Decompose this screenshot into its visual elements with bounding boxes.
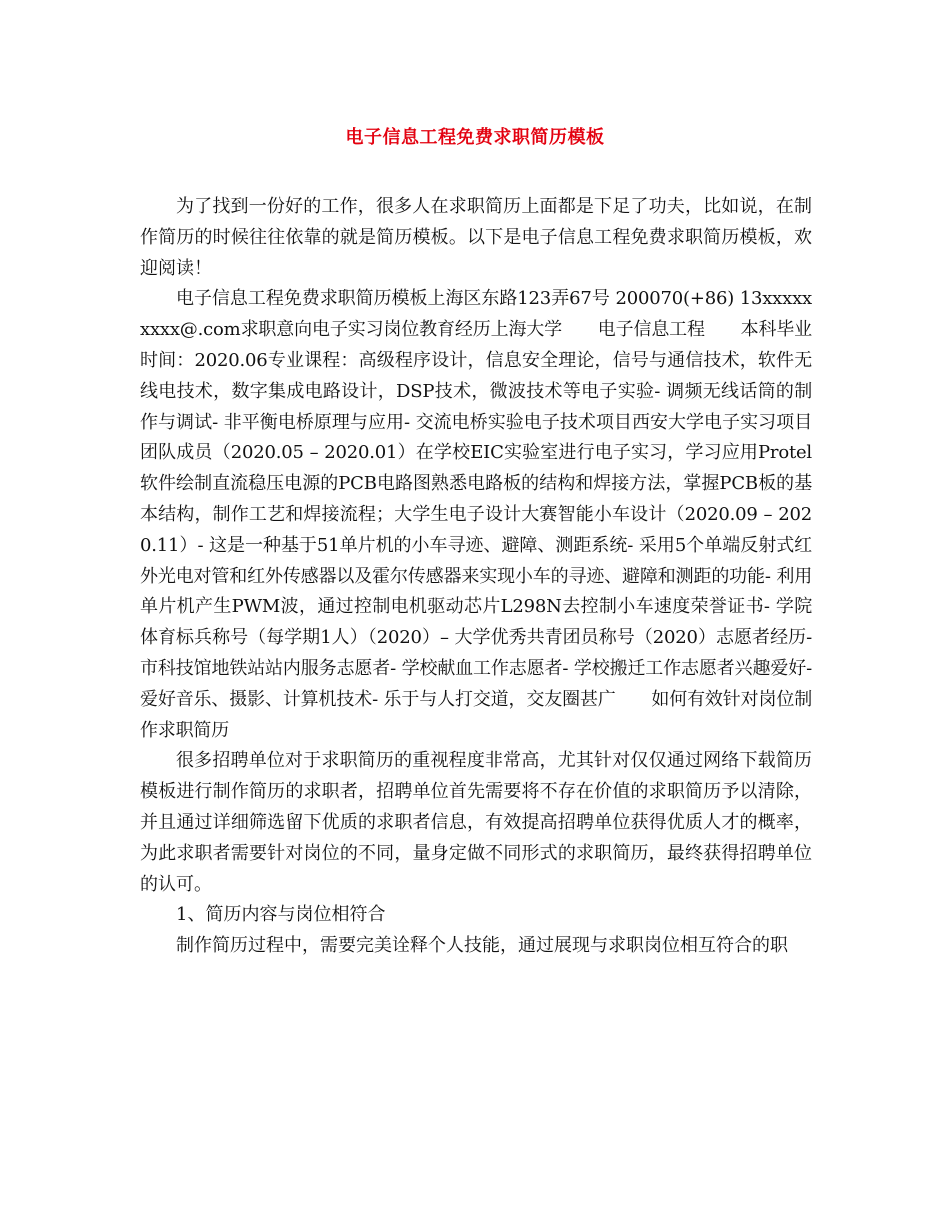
resume-template-paragraph: 电子信息工程免费求职简历模板上海区东路123弄67号 200070(+86) 13xxxxxxxxx@.com求职意向电子实习岗位教育经历上海大学 电子信息工程 本科毕业时间：2020.06专业课程：高级程序设计，信息安全理论，信号与通信技术，软件无线电技术，数字集成电路设计，DSP技术，微波技术等电子实验- 调频无线话筒的制作与调试- 非平衡电桥原理与应用- 交流电桥实验电子技术项目西安大学电子实习项目团队成员（2020.05 – 2020.01）在学校EIC实验室进行电子实习，学习应用Protel软件绘制直流稳压电源的PCB电路图熟悉电路板的结构和焊接方法，掌握PCB板的基本结构，制作工艺和焊接流程；大学生电子设计大赛智能小车设计（2020.09 – 2020.11）- 这是一种基于51单片机的小车寻迹、避障、测距系统- 采用5个单端反射式红外光电对管和红外传感器以及霍尔传感器来实现小车的寻迹、避障和测距的功能- 利用单片机产生PWM波，通过控制电机驱动芯片L298N去控制小车速度荣誉证书- 学院体育标兵称号（每学期1人）（2020）– 大学优秀共青团员称号（2020）志愿者经历- 市科技馆地铁站站内服务志愿者- 学校献血工作志愿者- 学校搬迁工作志愿者兴趣爱好- 爱好音乐、摄影、计算机技术- 乐于与人打交道，交友圈甚广 如何有效针对岗位制作求职简历: [140, 288, 812, 741]
page-title: 电子信息工程免费求职简历模板: [345, 127, 605, 148]
document-body: [140, 192, 812, 962]
skills-paragraph: 制作简历过程中，需要完美诠释个人技能，通过展现与求职岗位相互符合的职: [176, 935, 788, 957]
intro-paragraph: 为了找到一份好的工作，很多人在求职简历上面都是下足了功夫，比如说，在制作简历的时候往往依靠的就是简历模板。以下是电子信息工程免费求职简历模板，欢迎阅读！: [140, 196, 812, 279]
section-heading: 1、简历内容与岗位相符合: [176, 904, 386, 926]
recruitment-paragraph: 很多招聘单位对于求职简历的重视程度非常高，尤其针对仅仅通过网络下载简历模板进行制作简历的求职者，招聘单位首先需要将不存在价值的求职简历予以清除，并且通过详细筛选留下优质的求职者信息，有效提高招聘单位获得优质人才的概率，为此求职者需要针对岗位的不同，量身定做不同形式的求职简历，最终获得招聘单位的认可。: [140, 750, 812, 895]
